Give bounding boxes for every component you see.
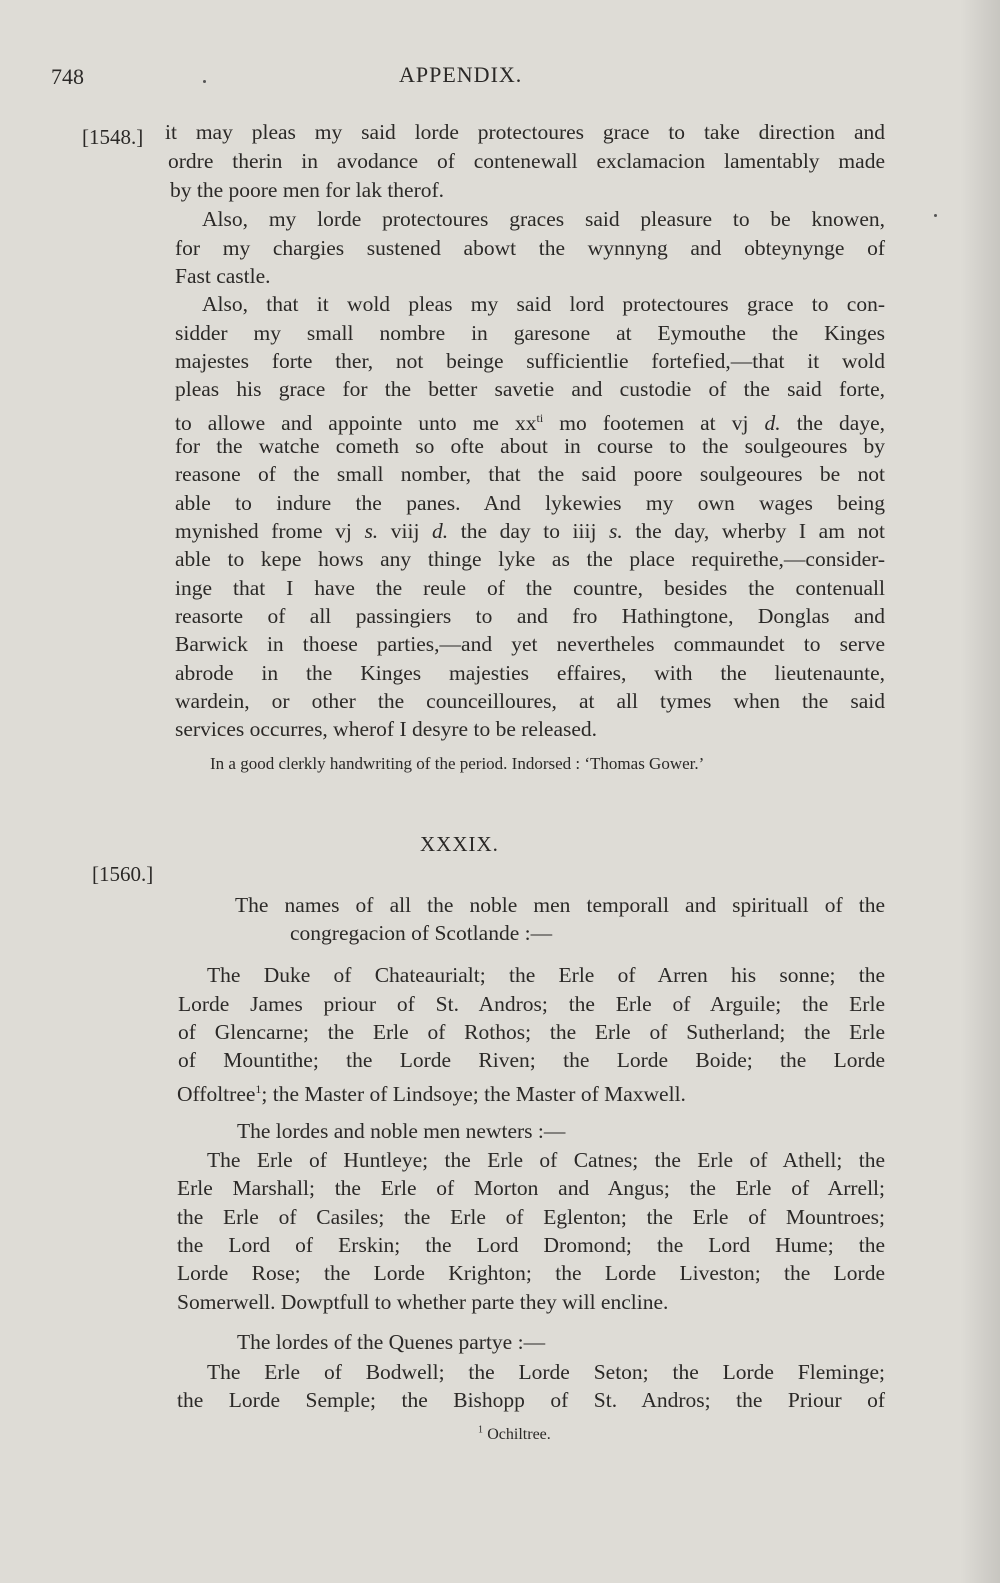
text-line: Also, that it wold pleas my said lord protectoures grace to con- [202,292,885,316]
footnote-text: Ochiltree. [487,1426,551,1443]
page-number: 748 [51,64,84,89]
text-line: reasone of the small nomber, that the said poore soulgeoures be not [175,462,885,486]
page-edge-shadow [960,0,1000,1583]
text-line: Somerwell. Dowptfull to whether parte they will encline. [177,1290,669,1314]
footnote-reference: 1 [255,1082,262,1096]
document-number: XXXIX. [420,832,499,856]
superscript: ti [536,411,544,425]
text-line [175,516,885,546]
subheading: The lordes and noble men newters :— [237,1119,566,1143]
text-line: for the watche cometh so ofte about in course to the soulgeoures by [175,434,885,458]
text-line: services occurres, wherof I desyre to be released. [175,717,598,741]
text-segment: mynished frome vj [175,519,365,543]
text-segment: the day to iiij [448,519,610,543]
footnote-mark: 1 [478,1424,483,1436]
text-line: able to indure the panes. And lykewies my own wages being [175,491,885,515]
italic-abbrev: d. [432,519,449,543]
text-line: Also, my lorde protectoures graces said pleasure to be knowen, [202,207,885,231]
text-line: ordre therin in avodance of contenewall exclamacion lamentably made [168,149,885,173]
text-line: reasorte of all passingiers to and fro Hathingtone, Donglas and [175,604,885,628]
italic-abbrev: s. [609,519,623,543]
text-line: the Lord of Erskin; the Lord Dromond; the Lord Hume; the [177,1233,885,1257]
text-line: Fast castle. [175,264,271,288]
text-line [177,1074,887,1107]
text-line: the Lorde Semple; the Bishopp of St. Andros; the Priour of [177,1388,885,1412]
text-line: of Glencarne; the Erle of Rothos; the Erle of Sutherland; the Erle [178,1020,885,1044]
editorial-note: In a good clerkly handwriting of the period. Indorsed : ‘Thomas Gower.’ [210,754,705,773]
text-line: inge that I have the reule of the countre, besides the contenuall [175,576,885,600]
text-line: congregacion of Scotlande :— [290,921,553,945]
text-line: abrode in the Kinges majesties effaires, with the lieutenaunte, [175,661,885,685]
text-line: Lorde Rose; the Lorde Krighton; the Lorde Liveston; the Lorde [177,1261,885,1285]
text-line: The Erle of Huntleye; the Erle of Catnes; the Erle of Athell; the [207,1148,885,1172]
footnote [478,1424,551,1444]
speck [934,214,937,217]
text-segment: viij [378,519,433,543]
text-segment: the day, wherby I am not [622,519,885,543]
text-segment: ; the Master of Lindsoye; the Master of Maxwell. [261,1082,686,1107]
text-line: The Erle of Bodwell; the Lorde Seton; the Lorde Fleminge; [207,1360,885,1384]
running-title: APPENDIX. [399,62,523,87]
margin-date: [1560.] [92,862,154,886]
text-line [175,403,885,436]
text-segment: Offoltree [177,1082,256,1107]
text-line: The Duke of Chateaurialt; the Erle of Arren his sonne; the [207,963,885,987]
text-line: Lorde James priour of St. Andros; the Erle of Arguile; the Erle [178,992,885,1016]
text-line: majestes forte ther, not beinge sufficientlie fortefied,—that it wold [175,349,885,373]
italic-abbrev: s. [364,519,379,543]
text-line: wardein, or other the counceilloures, at all tymes when the said [175,689,885,713]
text-line: Barwick in thoese parties,—and yet nevertheles commaundet to serve [175,632,885,656]
text-line: of Mountithe; the Lorde Riven; the Lorde Boide; the Lorde [178,1048,885,1072]
italic-abbrev: d. [764,411,781,436]
text-line: by the poore men for lak therof. [170,178,445,202]
subheading: The lordes of the Quenes partye :— [237,1330,546,1354]
text-line: Erle Marshall; the Erle of Morton and Angus; the Erle of Arrell; [177,1176,885,1200]
text-segment: to allowe and appointe unto me xx [175,411,537,436]
text-line: pleas his grace for the better savetie and custodie of the said forte, [175,377,885,401]
text-line: The names of all the noble men temporall and spirituall of the [235,893,885,917]
text-line: for my chargies sustened abowt the wynnyng and obteynynge of [175,236,885,260]
text-line: it may pleas my said lorde protectoures grace to take direction and [165,120,885,144]
margin-date: [1548.] [82,125,144,149]
text-segment: the daye, [780,411,885,436]
speck [203,80,206,83]
text-line: sidder my small nombre in garesone at Eymouthe the Kinges [175,321,885,345]
text-segment: mo footemen at vj [543,411,765,436]
text-line: the Erle of Casiles; the Erle of Eglenton; the Erle of Mountroes; [177,1205,885,1229]
text-line: able to kepe hows any thinge lyke as the place requirethe,—consider- [175,547,885,571]
